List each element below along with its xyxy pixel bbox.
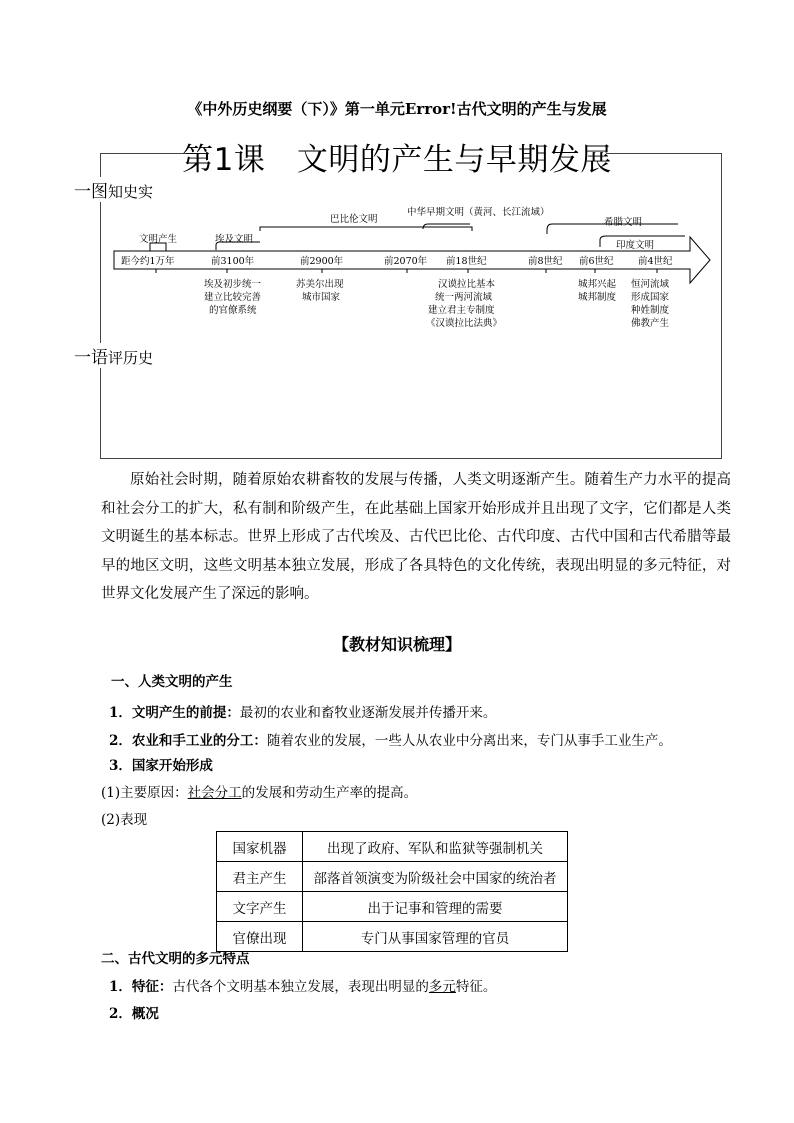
babylon-span [260,227,472,231]
svg-text:形成国家: 形成国家 [631,292,670,303]
svg-text:恒河流域: 恒河流域 [631,279,670,290]
event-egypt [204,278,262,316]
svg-text:埃及初步统一: 埃及初步统一 [204,279,262,290]
table-value: 部落首领演变为阶级社会中国家的统治者 [303,862,568,892]
event-sumer [296,278,344,303]
review-tag-rest: 评历史 [108,349,154,367]
svg-text:佛教产生: 佛教产生 [631,318,670,329]
table-row [217,862,568,892]
table-row [217,832,568,862]
span-label-babylon: 巴比伦文明 [330,214,378,225]
span-label-egypt: 埃及文明 [215,234,254,245]
part1-item1 [109,701,496,721]
svg-text:汉谟拉比基本: 汉谟拉比基本 [438,279,496,290]
tick-label: 前8世纪 [528,256,563,267]
span-label-greece: 希腊文明 [604,217,643,228]
table-value: 出于记事和管理的需要 [303,892,568,922]
review-tag-lead: 一语 [74,348,108,368]
event-ganges [631,278,670,329]
item-label: 1．文明产生的前提： [109,705,240,721]
item-text: 古代各个文明基本独立发展，表现出明显的 [172,979,429,995]
event-polis [578,278,617,303]
document-header: 《中外历史纲要（下）》第一单元Error!古代文明的产生与发展 [187,100,607,118]
civilization-timeline [110,200,720,340]
svg-text:建立比较完善: 建立比较完善 [204,292,262,303]
review-tag [74,343,153,368]
answer-blank: 多元 [428,979,456,995]
table-row [217,892,568,922]
item-text: 随着农业的发展，一些人从农业中分离出来，专门从事手工业生产。 [266,733,672,749]
event-hammurabi [426,278,502,329]
item-text: 最初的农业和畜牧业逐渐发展并传播开来。 [239,705,497,721]
sub-label: (1)主要原因： [101,785,188,801]
svg-text:城邦兴起: 城邦兴起 [578,279,617,290]
table-row [217,922,568,952]
span-label-wenming: 文明产生 [139,234,178,245]
sub-text: 的发展和劳动生产率的提高。 [241,785,418,801]
svg-text:统一两河流域: 统一两河流域 [435,292,493,303]
part1-sub2: (2)表现 [101,812,148,828]
part1-sub1 [101,781,417,801]
intro-paragraph: 原始社会时期，随着原始农耕畜牧的发展与传播，人类文明逐渐产生。随着生产力水平的提高和社会分工的扩大，私有制和阶级产生，在此基础上国家开始形成并且出现了文字，它们都是人类文明诞生的基本标志。世界上形成了古代埃及、古代巴比伦、古代印度、古代中国和古代希腊等最早的地区文明，这些文明基本独立发展，形成了各具特色的文化传统，表现出明显的多元特征，对世界文化发展产生了深远的影响。 [101,472,731,603]
part2-item2: 2．概况 [109,1006,159,1022]
tick-label: 前6世纪 [579,256,614,267]
timeline-ticks [156,269,657,273]
table-value: 专门从事国家管理的官员 [303,922,568,952]
svg-text:苏美尔出现: 苏美尔出现 [296,279,344,290]
item-label: 1．特征： [109,979,173,995]
answer-blank: 社会分工 [187,785,242,801]
lesson-title: 第1课 文明的产生与早期发展 [182,142,612,178]
svg-text:城市国家: 城市国家 [302,292,341,303]
table-key: 君主产生 [217,862,303,892]
span-label-india: 印度文明 [616,240,655,251]
timeline-tag [74,177,153,202]
state-formation-table [216,831,568,952]
svg-text:种姓制度: 种姓制度 [631,305,670,316]
part1-heading: 一、人类文明的产生 [111,674,233,690]
table-key: 文字产生 [217,892,303,922]
table-key: 国家机器 [217,832,303,862]
section-heading: 【教材知识梳理】 [332,635,461,654]
part2-item1 [109,975,496,995]
timeline-tag-rest: 知史实 [108,183,154,201]
tick-label: 前4世纪 [638,256,673,267]
part1-item2 [109,729,672,749]
table-value: 出现了政府、军队和监狱等强制机关 [303,832,568,862]
timeline-tick-labels [121,255,673,267]
table-key: 官僚出现 [217,922,303,952]
item-label: 2．农业和手工业的分工： [109,733,267,749]
svg-text:城邦制度: 城邦制度 [578,292,617,303]
tick-label: 前3100年 [211,256,255,267]
part2-heading: 二、古代文明的多元特点 [101,951,250,967]
svg-text:《汉谟拉比法典》: 《汉谟拉比法典》 [426,318,503,329]
timeline-tag-lead: 一图 [74,182,108,202]
tick-label: 前18世纪 [446,256,487,267]
tick-label: 前2070年 [384,256,428,267]
span-label-china: 中华早期文明（黄河、长江流域） [407,207,550,218]
svg-text:建立君主专制度: 建立君主专制度 [428,305,495,316]
tick-label: 距今约1万年 [121,256,175,267]
part1-item3: 3．国家开始形成 [109,758,213,774]
item-text: 特征。 [455,979,497,995]
svg-text:的官僚系统: 的官僚系统 [209,305,257,316]
tick-label: 前2900年 [300,256,344,267]
